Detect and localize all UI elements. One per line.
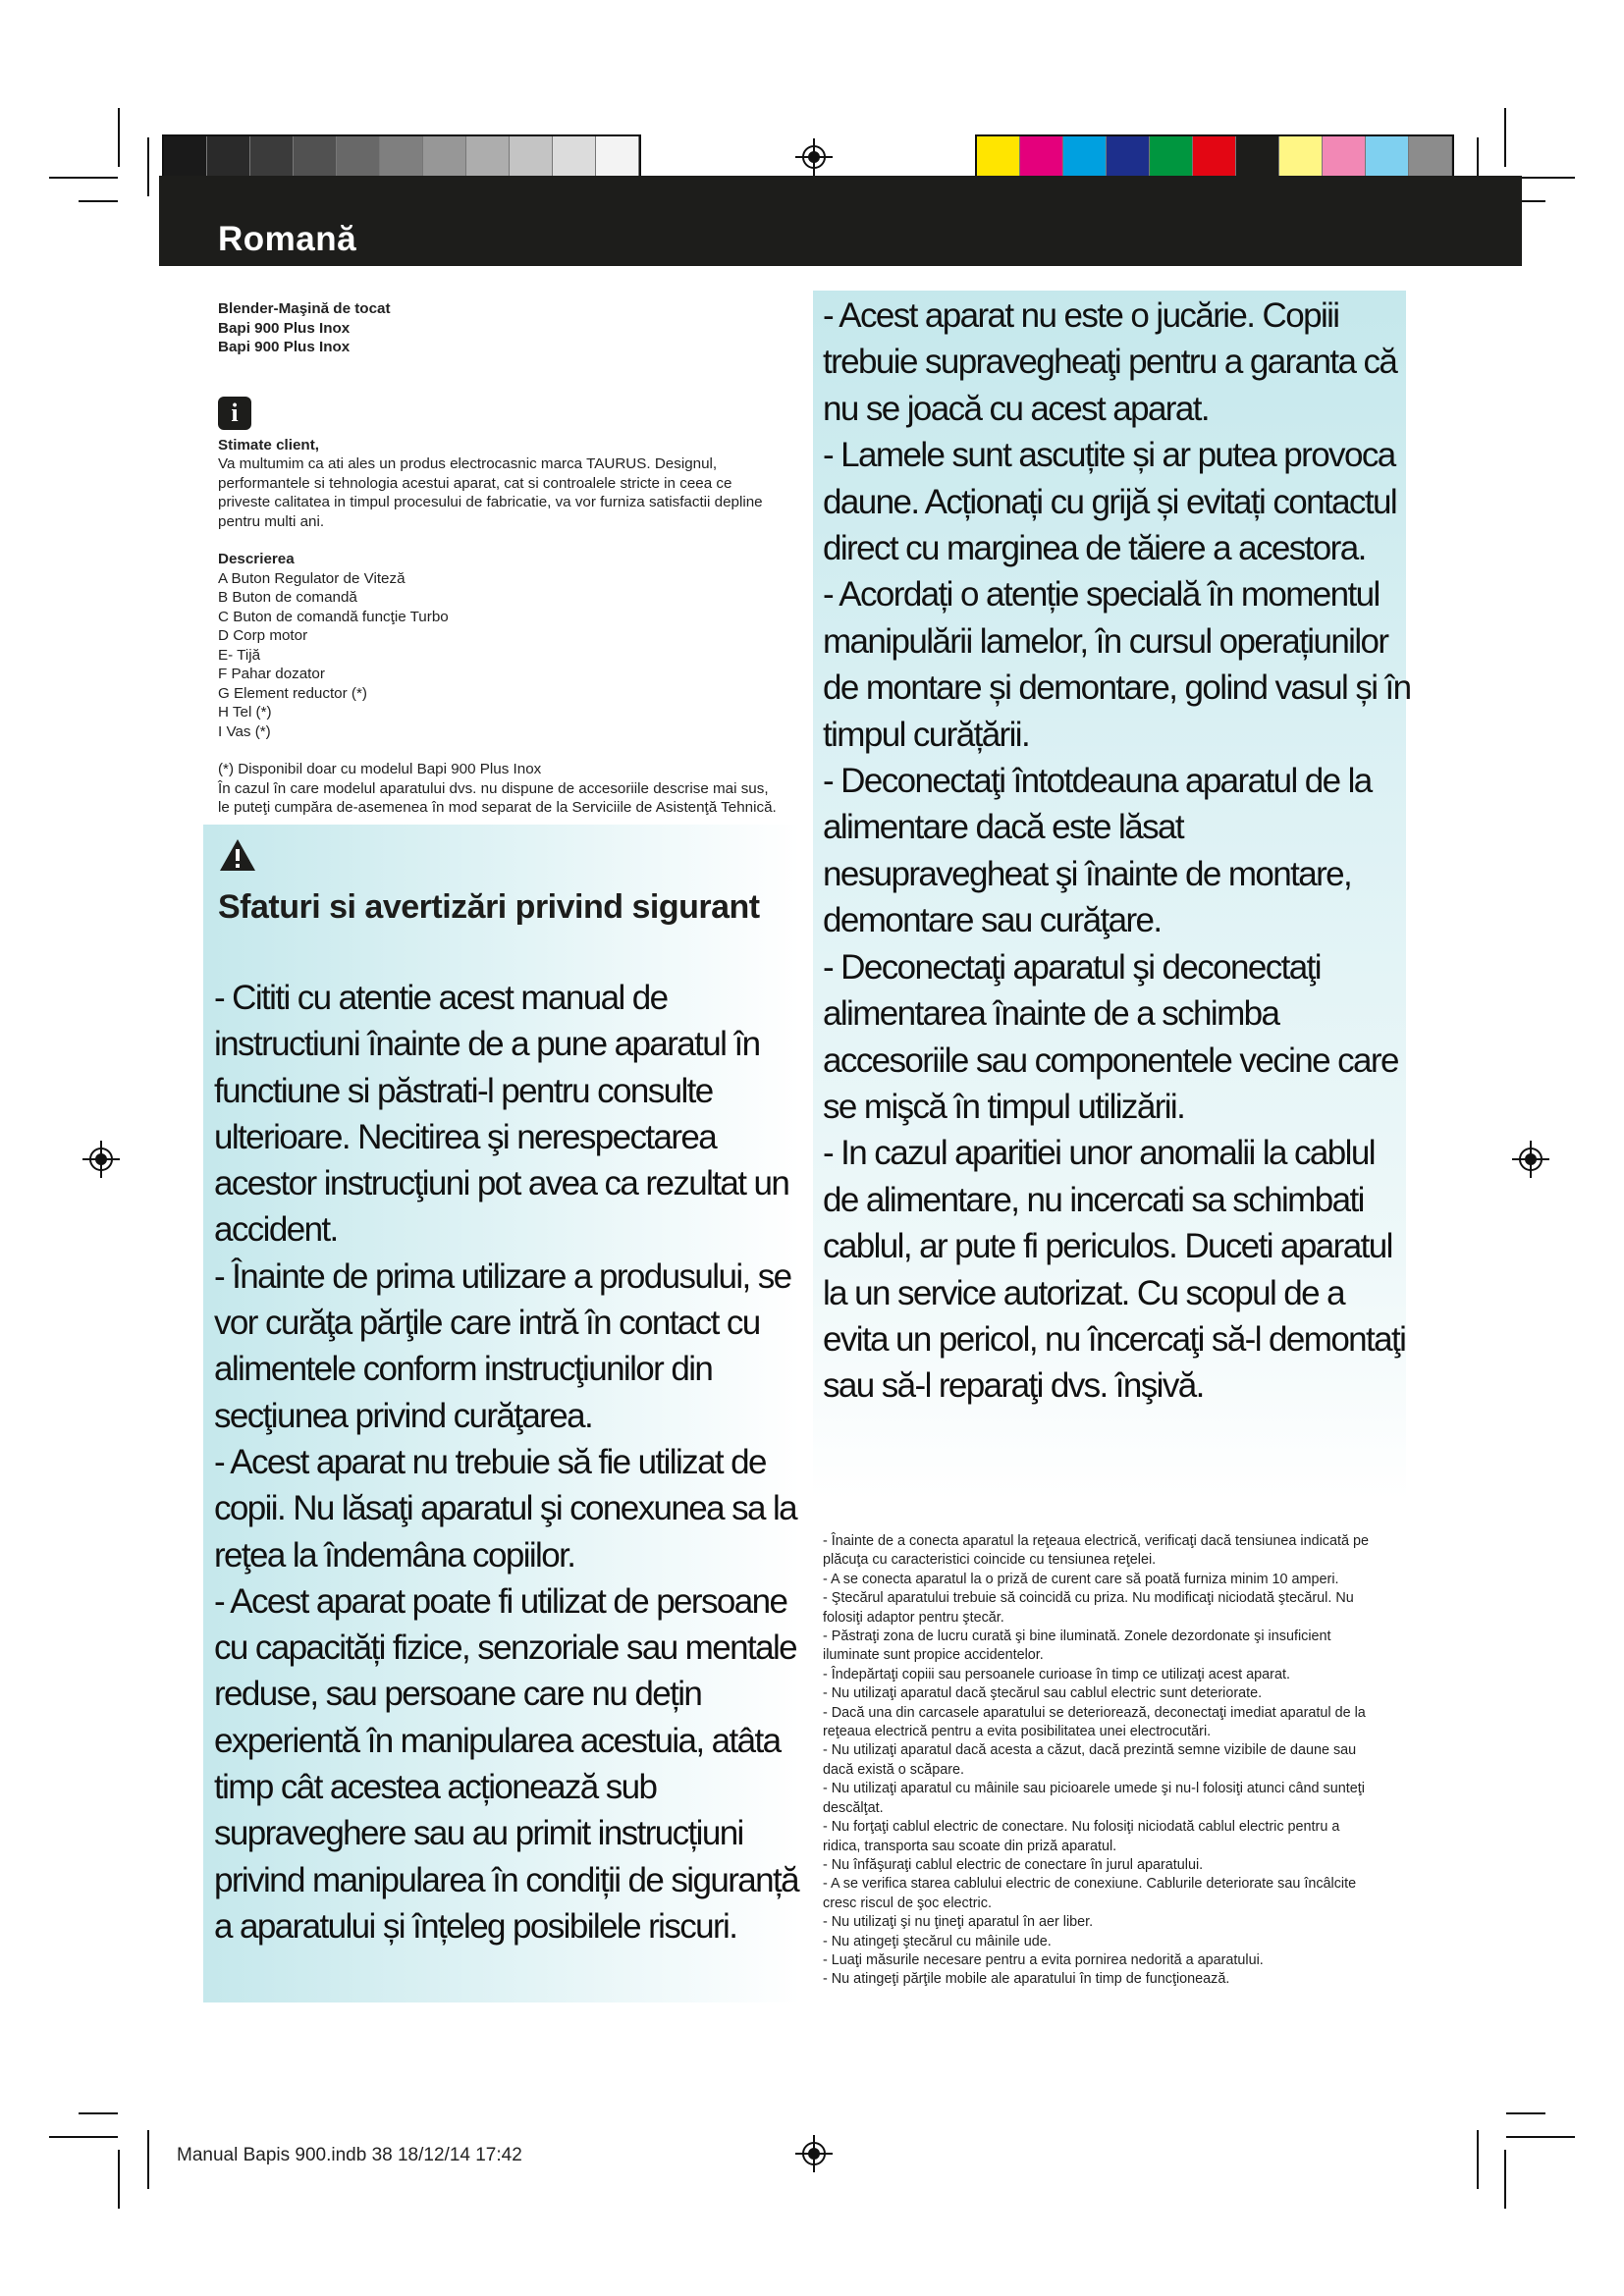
crop-mark	[1504, 2150, 1506, 2209]
crop-mark	[49, 2136, 118, 2138]
safety-note: - Înainte de a conecta aparatul la reţeaua electrică, verificaţi dacă tensiunea indicată pe plăcuţa cu caracteristici coincide cu tensiunea reţelei.	[823, 1533, 1369, 1569]
description-heading: Descrierea	[218, 551, 295, 567]
crop-mark	[147, 137, 149, 196]
warning-paragraph: - Deconectaţi întotdeauna aparatul de la alimentare dacă este lăsat nesupravegheat şi înainte de montare, demontare sau curăţare.	[823, 762, 1372, 940]
intro-section	[218, 299, 783, 818]
safety-note: - Nu utilizaţi aparatul dacă acesta a căzut, dacă prezintă semne vizibile de daune sau dacă există o scăpare.	[823, 1742, 1357, 1778]
safety-notes	[823, 1532, 1373, 1990]
crop-mark	[1477, 2130, 1479, 2189]
description-item: C Buton de comandă funcţie Turbo	[218, 608, 449, 625]
safety-note: - Dacă una din carcasele aparatului se deteriorează, deconectaţi imediat aparatul de la reţeaua electrică pentru a evita posibilitatea unei electrocutări.	[823, 1704, 1366, 1740]
warning-paragraph: - Acest aparat nu este o jucărie. Copiii trebuie supravegheaţi pentru a garanta că nu se joacă cu acest aparat.	[823, 296, 1397, 428]
greeting: Stimate client,	[218, 436, 319, 454]
warning-paragraph: - Acordați o atenție specială în momentul manipulării lamelor, în cursul operațiunilor de montare și demontare, golind vasul și în timpul curățării.	[823, 575, 1411, 754]
registration-mark-icon	[795, 2135, 833, 2172]
availability-footnote: (*) Disponibil doar cu modelul Bapi 900 Plus Inox	[218, 761, 542, 777]
description-item: D Corp motor	[218, 627, 308, 644]
info-icon: i	[218, 397, 251, 430]
warning-paragraph: - Înainte de prima utilizare a produsului, se vor curăţa părţile care intră în contact cu alimentele conform instrucţiunilor din secţiunea privind curăţarea.	[214, 1256, 791, 1435]
safety-note: - Nu înfăşuraţi cablul electric de conectare în jurul aparatului.	[823, 1856, 1204, 1873]
safety-note: - A se conecta aparatul la o priză de curent care să poată furniza minim 10 amperi.	[823, 1571, 1339, 1587]
safety-note: - A se verifica starea cablului electric de conexiune. Cablurile deteriorate sau încâlcite cresc riscul de şoc electric.	[823, 1876, 1357, 1911]
warning-paragraph: - Cititi cu atentie acest manual de instructiuni înainte de a pune aparatul în functiune si păstrati-l pentru consulte ulterioare. Necitirea şi nerespectarea acestor instrucţiuni pot avea ca rezultat un accident.	[214, 979, 789, 1250]
registration-mark-icon	[1512, 1141, 1549, 1178]
crop-mark	[79, 200, 118, 202]
warning-paragraph: - Deconectaţi aparatul şi deconectaţi alimentarea înainte de a schimba accesoriile sau componentele vecine care se mişcă în timpul utilizării.	[823, 947, 1398, 1126]
warning-paragraph: - Acest aparat poate fi utilizat de persoane cu capacități fizice, senzoriale sau mentale reduse, sau persoane care nu dețin experientă în manipularea acestuia, atâta timp cât acestea acționează sub supraveghere sau au primit instrucțiuni privind manipularea în condiții de siguranță a aparatului și înțeleg posibilele riscuri.	[214, 1581, 798, 1946]
crop-mark	[1506, 2112, 1545, 2114]
safety-note: - Luaţi măsurile necesare pentru a evita pornirea nedorită a aparatului.	[823, 1951, 1264, 1968]
crop-mark	[118, 108, 120, 167]
warning-triangle-icon	[218, 837, 257, 873]
crop-mark	[1506, 2136, 1575, 2138]
crop-mark	[49, 177, 118, 179]
product-model: Bapi 900 Plus Inox	[218, 319, 351, 337]
warnings-left-column	[214, 975, 808, 1949]
description-item: E- Tijă	[218, 646, 261, 664]
warnings-heading: Sfaturi si avertizări privind sigurant	[218, 888, 760, 926]
registration-mark-icon	[795, 138, 833, 176]
safety-note: - Nu atingeţi părţile mobile ale aparatului în timp de funcţionează.	[823, 1971, 1230, 1988]
description-item: B Buton de comandă	[218, 589, 357, 606]
safety-note: - Nu utilizaţi aparatul dacă ştecărul sau cablul electric sunt deteriorate.	[823, 1685, 1263, 1702]
print-slug: Manual Bapis 900.indb 38 18/12/14 17:42	[177, 2145, 522, 2165]
product-name: Blender-Maşină de tocat	[218, 300, 391, 317]
product-model: Bapi 900 Plus Inox	[218, 339, 351, 355]
description-item: F Pahar dozator	[218, 666, 325, 682]
page-title: Romană	[218, 220, 357, 258]
crop-mark	[118, 2150, 120, 2209]
safety-note: - Ştecărul aparatului trebuie să coincidă cu priza. Nu modificaţi niciodată ştecărul. Nu folosiţi adaptor pentru ştecăr.	[823, 1590, 1354, 1626]
description-item: I Vas (*)	[218, 722, 271, 740]
header-band	[159, 176, 1522, 266]
description-item: H Tel (*)	[218, 704, 272, 721]
crop-mark	[1504, 108, 1506, 167]
warning-paragraph: - Lamele sunt ascuțite și ar putea provoca daune. Acționați cu grijă și evitați contactul direct cu marginea de tăiere a acestora.	[823, 436, 1397, 568]
description-item: G Element reductor (*)	[218, 684, 367, 702]
description-item: A Buton Regulator de Viteză	[218, 569, 406, 587]
safety-note: - Nu utilizaţi aparatul cu mâinile sau picioarele umede şi nu-l folosiţi atunci când sunteţi descălţat.	[823, 1781, 1365, 1816]
safety-note: - Îndepărtaţi copiii sau persoanele curioase în timp ce utilizaţi acest aparat.	[823, 1666, 1290, 1682]
safety-note: - Nu atingeţi ştecărul cu mâinile ude.	[823, 1933, 1052, 1949]
warning-paragraph: - Acest aparat nu trebuie să fie utilizat de copii. Nu lăsaţi aparatul şi conexunea sa la reţea la îndemâna copiilor.	[214, 1442, 797, 1575]
warnings-right-column	[823, 293, 1412, 1410]
registration-mark-icon	[82, 1141, 120, 1178]
warning-paragraph: - In cazul aparitiei unor anomalii la cablul de alimentare, nu incercati sa schimbati cablul, ar pute fi periculos. Duceti aparatul la un service autorizat. Cu scopul de a evita un pericol, nu încercaţi să-l demontaţi sau să-l reparaţi dvs. înşivă.	[823, 1134, 1406, 1406]
safety-note: - Nu forţaţi cablul electric de conectare. Nu folosiţi niciodată cablul electric pentru a ridica, transporta sau scoate din priză aparatul.	[823, 1819, 1340, 1854]
intro-text: Va multumim ca ati ales un produs electrocasnic marca TAURUS. Designul, performantele si tehnologia acestui aparat, cat si controalele stricte in ceea ce priveste calitatea in timpul procesului de fabricatie, va vor furniza satisfactii depline pentru multi ani.	[218, 455, 763, 530]
crop-mark	[79, 2112, 118, 2114]
safety-note: - Păstraţi zona de lucru curată şi bine iluminată. Zonele dezordonate şi insuficient iluminate sunt propice accidentelor.	[823, 1629, 1331, 1664]
safety-note: - Nu utilizaţi şi nu ţineţi aparatul în aer liber.	[823, 1914, 1094, 1931]
accessories-footnote: În cazul în care modelul aparatului dvs. nu dispune de accesoriile descrise mai sus, le puteţi cumpăra de-asemenea în mod separat de la Serviciile de Asistenţă Tehnică.	[218, 779, 777, 816]
crop-mark	[147, 2130, 149, 2189]
